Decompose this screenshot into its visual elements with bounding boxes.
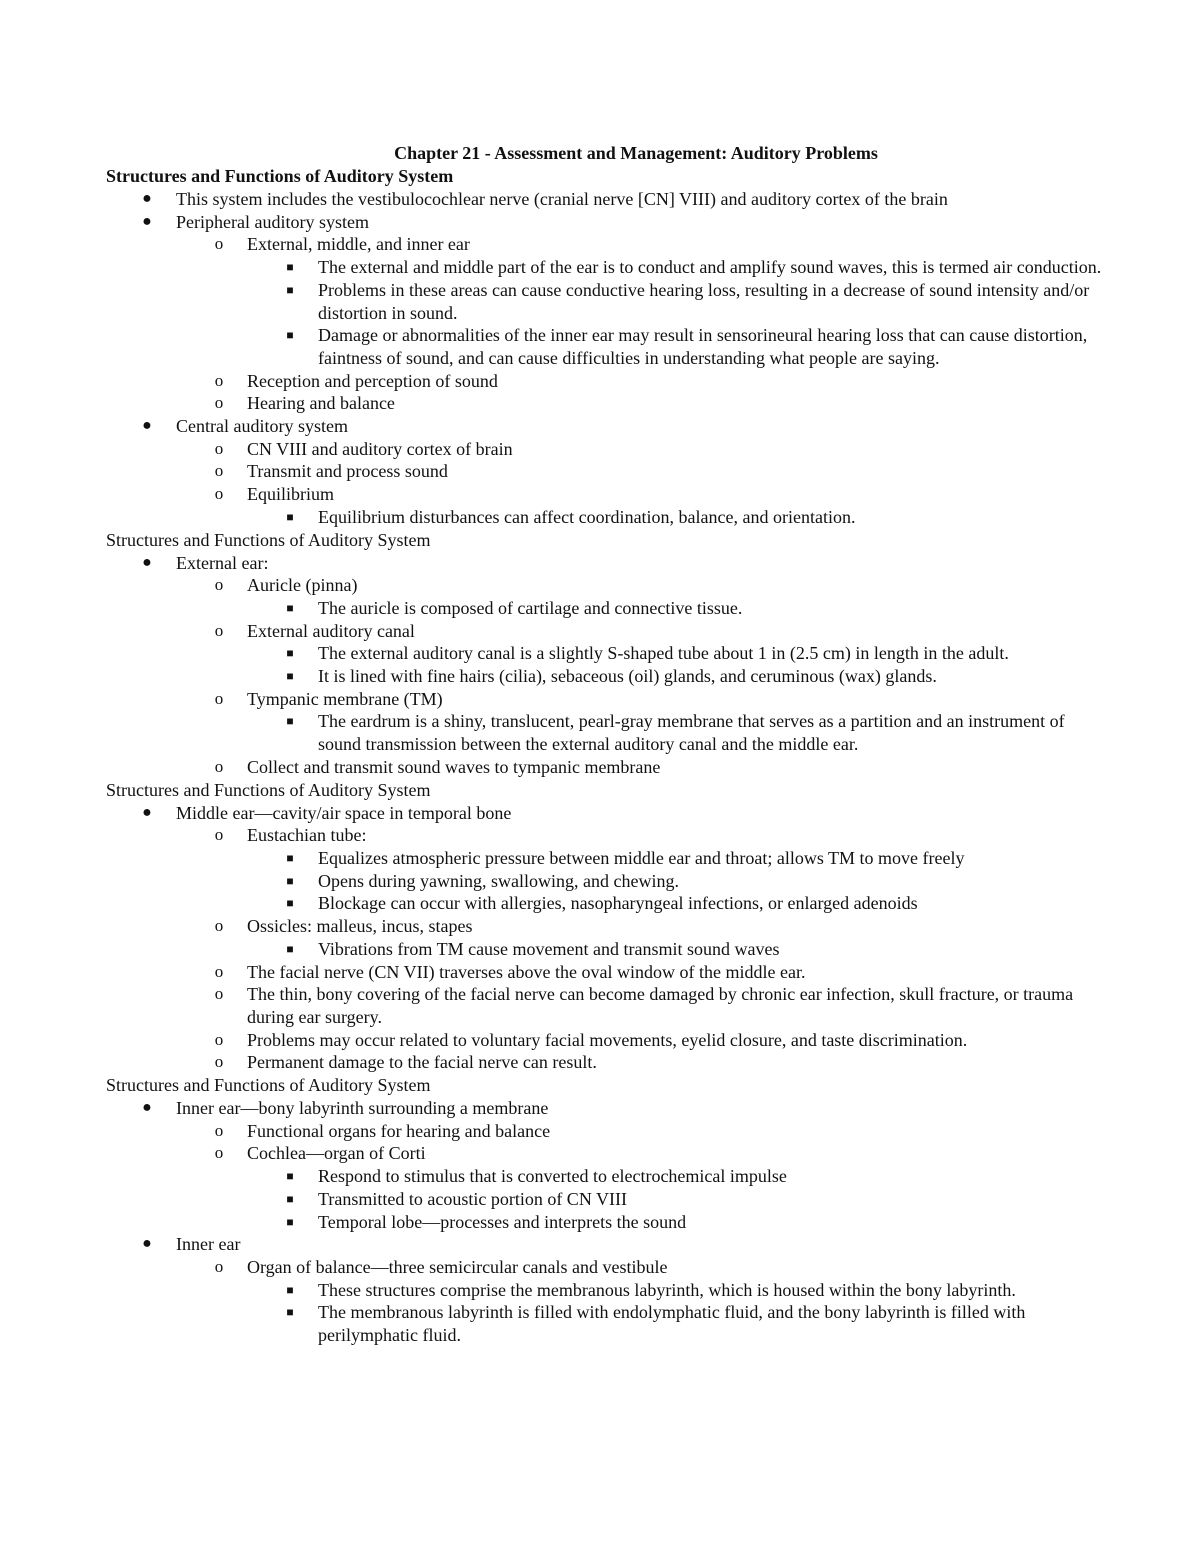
list-item (214, 824, 1106, 847)
list-item-text: Opens during yawning, swallowing, and chewing. (318, 870, 679, 891)
list-item (286, 1211, 1106, 1234)
list-item (142, 211, 1106, 234)
list-item-text: Vibrations from TM cause movement and transmit sound waves (318, 938, 780, 959)
section-heading: Structures and Functions of Auditory System (106, 779, 431, 800)
square-bullet-icon: ■ (286, 1305, 294, 1320)
square-bullet-icon: ■ (286, 600, 294, 615)
bullet-icon: ● (142, 1099, 152, 1117)
document-content (106, 165, 1106, 1347)
list-item-text: Hearing and balance (247, 393, 395, 414)
square-bullet-icon: ■ (286, 850, 294, 865)
list-item (286, 506, 1106, 529)
list-item-text: Inner ear (176, 1234, 241, 1255)
list-item (286, 1301, 1106, 1346)
document-title: Chapter 21 - Assessment and Management: Auditory Problems (394, 143, 878, 163)
list-item-text: Equilibrium (247, 484, 334, 505)
circle-bullet-icon: o (214, 1029, 224, 1049)
list-item (142, 1233, 1106, 1256)
list-item-text: Tympanic membrane (TM) (247, 688, 443, 709)
list-item-text: Cochlea—organ of Corti (247, 1143, 426, 1164)
document-page (106, 141, 1106, 1347)
list-item-text: Equalizes atmospheric pressure between middle ear and throat; allows TM to move freely (318, 847, 965, 868)
list-item (214, 370, 1106, 393)
list-item-text: The membranous labyrinth is filled with endolymphatic fluid, and the bony labyrinth is filled with perilymphatic fluid. (318, 1302, 1026, 1346)
list-item-text: Problems in these areas can cause conductive hearing loss, resulting in a decrease of sound intensity and/or distortion in sound. (318, 279, 1090, 323)
list-item (286, 1165, 1106, 1188)
list-item (214, 756, 1106, 779)
square-bullet-icon: ■ (286, 896, 294, 911)
list-item-text: Organ of balance—three semicircular canals and vestibule (247, 1256, 668, 1277)
list-item-text: Damage or abnormalities of the inner ear may result in sensorineural hearing loss that can cause distortion, faintness of sound, and can cause difficulties in understanding what people are saying. (318, 325, 1088, 368)
list-item (214, 1051, 1106, 1074)
list-item-text: Permanent damage to the facial nerve can result. (247, 1052, 597, 1073)
list-item (214, 392, 1106, 415)
circle-bullet-icon: o (214, 688, 224, 708)
list-item-text: CN VIII and auditory cortex of brain (247, 438, 513, 459)
list-item (214, 915, 1106, 938)
list-item (214, 460, 1106, 483)
list-item-text: The external auditory canal is a slightly S-shaped tube about 1 in (2.5 cm) in length in the adult. (318, 643, 1009, 664)
list-item (286, 710, 1106, 755)
square-bullet-icon: ■ (286, 1191, 294, 1206)
circle-bullet-icon: o (214, 575, 224, 595)
circle-bullet-icon: o (214, 1256, 224, 1276)
section-heading: Structures and Functions of Auditory System (106, 166, 454, 186)
list-item (286, 256, 1106, 279)
list-item (286, 892, 1106, 915)
list-item (286, 642, 1106, 665)
square-bullet-icon: ■ (286, 509, 294, 524)
list-item-text: Eustachian tube: (247, 825, 367, 846)
list-item (286, 279, 1106, 324)
list-item-text: Ossicles: malleus, incus, stapes (247, 916, 473, 937)
list-item (214, 438, 1106, 461)
list-item-text: Reception and perception of sound (247, 370, 498, 391)
list-item (214, 688, 1106, 711)
square-bullet-icon: ■ (286, 873, 294, 888)
list-item-text: The external and middle part of the ear is to conduct and amplify sound waves, this is termed air conduction. (318, 257, 1102, 278)
circle-bullet-icon: o (214, 1143, 224, 1163)
list-item-text: Equilibrium disturbances can affect coordination, balance, and orientation. (318, 506, 856, 527)
square-bullet-icon: ■ (286, 714, 294, 729)
bullet-icon: ● (142, 1235, 152, 1253)
square-bullet-icon: ■ (286, 328, 294, 343)
list-item (214, 961, 1106, 984)
list-item (214, 1120, 1106, 1143)
list-item-text: The thin, bony covering of the facial nerve can become damaged by chronic ear infection, skull fracture, or trauma during ear surgery. (247, 984, 1074, 1027)
list-item (142, 415, 1106, 438)
circle-bullet-icon: o (214, 234, 224, 254)
list-item-text: Inner ear—bony labyrinth surrounding a membrane (176, 1098, 549, 1119)
list-item-text: Functional organs for hearing and balance (247, 1120, 551, 1141)
list-item-text: Temporal lobe—processes and interprets the sound (318, 1211, 687, 1232)
section-heading: Structures and Functions of Auditory System (106, 1075, 431, 1096)
list-item-text: Transmit and process sound (247, 461, 448, 482)
circle-bullet-icon: o (214, 393, 224, 413)
circle-bullet-icon: o (214, 825, 224, 845)
list-item-text: This system includes the vestibulocochlear nerve (cranial nerve [CN] VIII) and auditory cortex of the brain (176, 189, 948, 209)
list-item-text: External, middle, and inner ear (247, 234, 470, 255)
list-item-text: External ear: (176, 552, 269, 573)
list-item-text: The auricle is composed of cartilage and connective tissue. (318, 597, 743, 618)
list-item (142, 802, 1106, 825)
list-item (142, 1097, 1106, 1120)
circle-bullet-icon: o (214, 461, 224, 481)
list-item-text: The facial nerve (CN VII) traverses above the oval window of the middle ear. (247, 961, 806, 982)
list-item (214, 574, 1106, 597)
circle-bullet-icon: o (214, 484, 224, 504)
list-item (214, 983, 1106, 1028)
circle-bullet-icon: o (214, 620, 224, 640)
circle-bullet-icon: o (214, 1052, 224, 1072)
square-bullet-icon: ■ (286, 941, 294, 956)
list-item-text: External auditory canal (247, 620, 415, 641)
circle-bullet-icon: o (214, 1120, 224, 1140)
bullet-icon: ● (142, 190, 152, 207)
list-item (286, 1279, 1106, 1302)
circle-bullet-icon: o (214, 438, 224, 458)
list-item (214, 483, 1106, 506)
list-item-text: These structures comprise the membranous labyrinth, which is housed within the bony labyrinth. (318, 1279, 1016, 1300)
list-item-text: Central auditory system (176, 416, 348, 437)
bullet-icon: ● (142, 803, 152, 821)
list-item-text: Blockage can occur with allergies, nasopharyngeal infections, or enlarged adenoids (318, 893, 918, 914)
circle-bullet-icon: o (214, 756, 224, 776)
list-item-text: Auricle (pinna) (247, 575, 358, 596)
list-item (286, 870, 1106, 893)
circle-bullet-icon: o (214, 370, 224, 390)
circle-bullet-icon: o (214, 961, 224, 981)
square-bullet-icon: ■ (286, 669, 294, 684)
list-item (142, 188, 1106, 211)
square-bullet-icon: ■ (286, 282, 294, 297)
square-bullet-icon: ■ (286, 646, 294, 661)
list-item-text: It is lined with fine hairs (cilia), sebaceous (oil) glands, and ceruminous (wax) glands. (318, 666, 937, 687)
list-item (214, 1142, 1106, 1165)
list-item-text: Collect and transmit sound waves to tympanic membrane (247, 756, 661, 777)
list-item (286, 847, 1106, 870)
bullet-icon: ● (142, 212, 152, 230)
list-item-text: Problems may occur related to voluntary facial movements, eyelid closure, and taste discrimination. (247, 1029, 968, 1050)
list-item (214, 1029, 1106, 1052)
list-item-text: Middle ear—cavity/air space in temporal bone (176, 802, 512, 823)
list-item-text: Transmitted to acoustic portion of CN VIII (318, 1188, 627, 1209)
list-item (214, 233, 1106, 256)
list-item (142, 552, 1106, 575)
circle-bullet-icon: o (214, 916, 224, 936)
bullet-icon: ● (142, 553, 152, 571)
list-item (286, 1188, 1106, 1211)
list-item (286, 324, 1106, 369)
list-item-text: The eardrum is a shiny, translucent, pearl-gray membrane that serves as a partition and an instrument of sound transmission between the external auditory canal and the middle ear. (318, 711, 1065, 755)
bullet-icon: ● (142, 417, 152, 435)
square-bullet-icon: ■ (286, 1282, 294, 1297)
circle-bullet-icon: o (214, 984, 224, 1004)
square-bullet-icon: ■ (286, 260, 294, 275)
list-item (286, 597, 1106, 620)
list-item (214, 1256, 1106, 1279)
square-bullet-icon: ■ (286, 1214, 294, 1229)
list-item (286, 938, 1106, 961)
section-heading: Structures and Functions of Auditory System (106, 529, 431, 550)
list-item-text: Peripheral auditory system (176, 211, 369, 232)
list-item-text: Respond to stimulus that is converted to electrochemical impulse (318, 1166, 787, 1187)
list-item (286, 665, 1106, 688)
list-item (214, 620, 1106, 643)
square-bullet-icon: ■ (286, 1169, 294, 1184)
